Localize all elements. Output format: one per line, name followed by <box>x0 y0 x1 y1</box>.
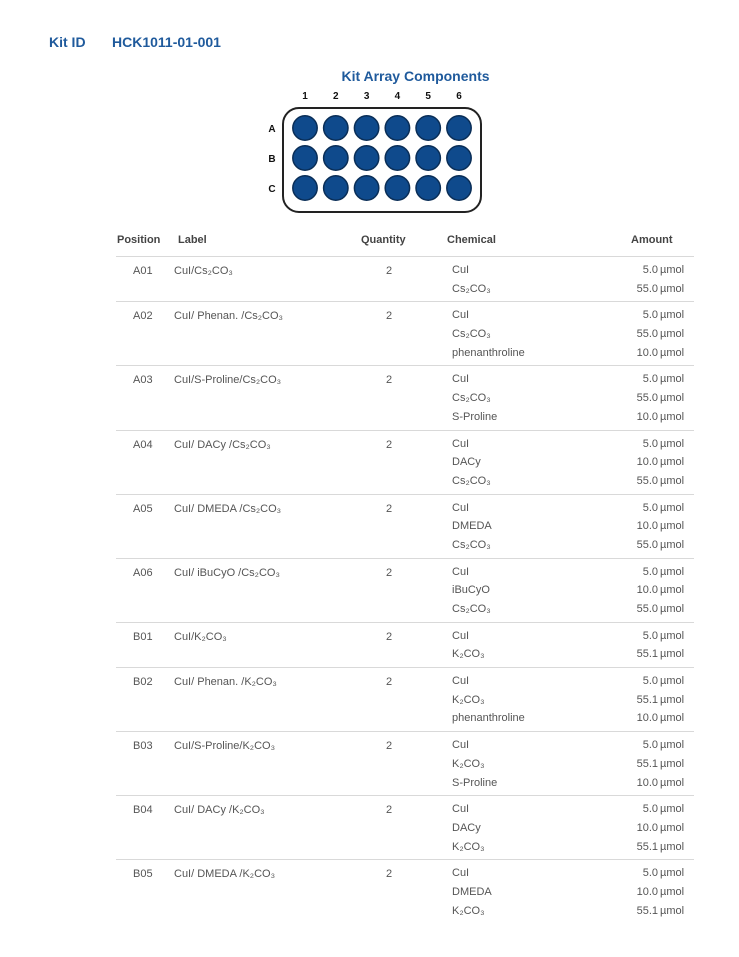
amount-unit: µmol <box>660 603 685 615</box>
chemical-name: CuI <box>452 501 470 514</box>
amount-unit: µmol <box>660 565 685 578</box>
kit-id-label: Kit ID <box>49 34 86 50</box>
chemical-amount: 55.1 <box>636 693 658 706</box>
table-row <box>116 859 694 923</box>
amount-unit: µmol <box>660 840 685 853</box>
amount-unit: µmol <box>660 821 685 834</box>
header-position: Position <box>117 234 161 246</box>
chemical-name: S-Proline <box>452 776 498 789</box>
column-label-1: 1 <box>302 91 308 102</box>
chemical-line <box>116 438 694 457</box>
chemical-line <box>116 520 694 539</box>
chemical-line <box>116 475 694 494</box>
row-label: CuI/ DMEDA /Cs₂CO₃ <box>174 502 282 515</box>
chemical-amount: 55.0 <box>636 328 658 341</box>
amount-unit: µmol <box>660 309 685 322</box>
row-label: CuI/S-Proline/Cs₂CO₃ <box>174 374 282 387</box>
chemical-name: CuI <box>452 373 470 386</box>
chemical-line <box>116 283 694 302</box>
well-C4[interactable] <box>385 176 409 200</box>
row-position: B05 <box>133 868 153 881</box>
chemical-name: Cs₂CO₃ <box>452 392 491 405</box>
row-label: CuI/ Phenan. /Cs₂CO₃ <box>174 310 284 323</box>
amount-unit: µmol <box>660 410 685 423</box>
chemical-line <box>116 603 694 622</box>
chemical-name: CuI <box>452 739 470 752</box>
well-A5[interactable] <box>416 116 440 140</box>
chemical-name: DACy <box>452 456 481 469</box>
row-label-C: C <box>268 184 276 195</box>
chemical-line <box>116 264 694 283</box>
chemical-list <box>116 257 694 301</box>
chemical-list <box>116 495 694 558</box>
chemical-amount: 55.0 <box>636 538 658 551</box>
chemical-line <box>116 309 694 328</box>
table-row <box>116 795 694 859</box>
chemical-amount: 55.1 <box>636 904 658 917</box>
chemical-line <box>116 630 694 649</box>
well-C5[interactable] <box>416 176 440 200</box>
amount-unit: µmol <box>660 346 685 359</box>
amount-unit: µmol <box>660 437 685 450</box>
chemical-amount: 55.0 <box>636 392 658 405</box>
chemical-amount: 10.0 <box>636 885 658 898</box>
chemical-line <box>116 456 694 475</box>
chemical-name: Cs₂CO₃ <box>452 282 491 295</box>
well-C6[interactable] <box>447 176 471 200</box>
header-amount: Amount <box>631 234 673 246</box>
chemical-line <box>116 822 694 841</box>
chemical-line <box>116 392 694 411</box>
kit-id-value: HCK1011-01-001 <box>112 34 221 50</box>
chemical-list <box>116 668 694 731</box>
chemical-line <box>116 328 694 347</box>
chemical-name: phenanthroline <box>452 346 525 359</box>
amount-unit: µmol <box>660 776 685 789</box>
amount-unit: µmol <box>660 282 685 295</box>
chemical-name: phenanthroline <box>452 712 525 725</box>
row-label-A: A <box>268 124 276 135</box>
well-B2[interactable] <box>324 146 348 170</box>
chemical-amount: 10.0 <box>636 712 658 725</box>
amount-unit: µmol <box>660 474 685 487</box>
well-A4[interactable] <box>385 116 409 140</box>
amount-unit: µmol <box>660 803 685 816</box>
table-row <box>116 667 694 731</box>
chemical-name: CuI <box>452 675 470 688</box>
chemical-amount: 10.0 <box>636 776 658 789</box>
table-row <box>116 430 694 494</box>
chemical-amount: 10.0 <box>636 584 658 597</box>
chemical-amount: 10.0 <box>636 456 658 469</box>
row-position: B03 <box>133 740 153 753</box>
array-title: Kit Array Components <box>341 68 490 84</box>
column-label-2: 2 <box>333 91 339 102</box>
amount-unit: µmol <box>660 648 685 661</box>
row-quantity: 2 <box>386 374 393 387</box>
table-row <box>116 558 694 622</box>
amount-unit: µmol <box>660 757 685 770</box>
amount-unit: µmol <box>660 584 685 597</box>
row-position: A04 <box>133 438 153 451</box>
row-quantity: 2 <box>386 502 393 515</box>
amount-unit: µmol <box>660 264 685 276</box>
amount-unit: µmol <box>660 501 685 514</box>
chemical-line <box>116 566 694 585</box>
chemical-amount: 55.0 <box>636 282 658 295</box>
row-quantity: 2 <box>386 804 393 817</box>
table-row <box>116 256 694 301</box>
row-label: CuI/K₂CO₃ <box>174 630 227 643</box>
column-label-3: 3 <box>363 91 370 102</box>
chemical-name: iBuCyO <box>452 584 490 597</box>
components-table <box>116 256 694 923</box>
well-B1[interactable] <box>293 146 317 170</box>
row-position: A03 <box>133 374 153 387</box>
row-quantity: 2 <box>386 265 393 277</box>
chemical-list <box>116 623 694 667</box>
chemical-amount: 5.0 <box>642 675 658 688</box>
row-quantity: 2 <box>386 676 393 689</box>
chemical-amount: 5.0 <box>642 803 658 816</box>
chemical-name: CuI <box>452 437 470 450</box>
amount-unit: µmol <box>660 739 685 752</box>
chemical-name: Cs₂CO₃ <box>452 538 491 551</box>
row-label-B: B <box>268 154 276 165</box>
kit-id <box>49 34 221 50</box>
row-quantity: 2 <box>386 630 393 643</box>
chemical-amount: 10.0 <box>636 520 658 533</box>
chemical-list <box>116 431 694 494</box>
amount-unit: µmol <box>660 712 685 725</box>
chemical-name: CuI <box>452 867 470 880</box>
chemical-name: K₂CO₃ <box>452 693 485 706</box>
amount-unit: µmol <box>660 693 685 706</box>
header-chemical: Chemical <box>447 234 496 246</box>
table-row <box>116 365 694 429</box>
chemical-amount: 5.0 <box>642 264 658 276</box>
chemical-amount: 55.0 <box>636 603 658 615</box>
row-position: B01 <box>133 630 153 643</box>
column-label-6: 6 <box>456 91 462 102</box>
row-position: B02 <box>133 676 153 689</box>
chemical-name: K₂CO₃ <box>452 648 485 661</box>
chemical-line <box>116 712 694 731</box>
amount-unit: µmol <box>660 538 685 551</box>
amount-unit: µmol <box>660 520 685 533</box>
chemical-name: CuI <box>452 264 470 276</box>
table-row <box>116 622 694 667</box>
chemical-amount: 5.0 <box>642 565 658 578</box>
table-row <box>116 731 694 795</box>
chemical-amount: 10.0 <box>636 346 658 359</box>
well-B3[interactable] <box>354 146 378 170</box>
row-position: A01 <box>133 265 153 277</box>
table-row <box>116 494 694 558</box>
well-A2[interactable] <box>324 116 348 140</box>
row-label: CuI/ Phenan. /K₂CO₃ <box>174 676 277 689</box>
row-quantity: 2 <box>386 868 393 881</box>
chemical-list <box>116 302 694 365</box>
chemical-amount: 10.0 <box>636 410 658 423</box>
chemical-line <box>116 502 694 521</box>
chemical-name: Cs₂CO₃ <box>452 474 491 487</box>
well-A6[interactable] <box>447 116 471 140</box>
chemical-amount: 5.0 <box>642 309 658 322</box>
chemical-name: CuI <box>452 565 470 578</box>
row-label: CuI/Cs₂CO₃ <box>174 265 233 277</box>
table-row <box>116 301 694 365</box>
chemical-line <box>116 803 694 822</box>
row-label: CuI/ iBuCyO /Cs₂CO₃ <box>174 566 280 579</box>
amount-unit: µmol <box>660 885 685 898</box>
amount-unit: µmol <box>660 456 685 469</box>
chemical-line <box>116 584 694 603</box>
amount-unit: µmol <box>660 328 685 341</box>
chemical-name: CuI <box>452 309 470 322</box>
row-position: A06 <box>133 566 153 579</box>
row-label: CuI/ DMEDA /K₂CO₃ <box>174 868 276 881</box>
column-label-5: 5 <box>425 91 431 102</box>
row-position: A05 <box>133 502 153 515</box>
row-label: CuI/ DACy /K₂CO₃ <box>174 804 265 817</box>
chemical-list <box>116 732 694 795</box>
well-B6[interactable] <box>447 146 471 170</box>
chemical-list <box>116 366 694 429</box>
chemical-line <box>116 905 694 924</box>
chemical-line <box>116 347 694 366</box>
chemical-amount: 55.1 <box>636 840 658 853</box>
row-position: A02 <box>133 310 153 323</box>
chemical-amount: 5.0 <box>642 867 658 880</box>
row-label: CuI/ DACy /Cs₂CO₃ <box>174 438 271 451</box>
chemical-line <box>116 739 694 758</box>
amount-unit: µmol <box>660 904 685 917</box>
well-B4[interactable] <box>385 146 409 170</box>
chemical-name: K₂CO₃ <box>452 840 485 853</box>
amount-unit: µmol <box>660 867 685 880</box>
chemical-name: DMEDA <box>452 885 492 898</box>
chemical-line <box>116 758 694 777</box>
chemical-line <box>116 694 694 713</box>
chemical-line <box>116 777 694 796</box>
chemical-name: DACy <box>452 821 481 834</box>
amount-unit: µmol <box>660 373 685 386</box>
well-A3[interactable] <box>354 116 378 140</box>
chemical-list <box>116 860 694 923</box>
chemical-amount: 5.0 <box>642 739 658 752</box>
chemical-amount: 5.0 <box>642 437 658 450</box>
row-quantity: 2 <box>386 438 393 451</box>
chemical-line <box>116 411 694 430</box>
chemical-name: Cs₂CO₃ <box>452 603 491 615</box>
chemical-amount: 5.0 <box>642 629 658 642</box>
chemical-amount: 10.0 <box>636 821 658 834</box>
chemical-line <box>116 886 694 905</box>
chemical-line <box>116 675 694 694</box>
well-B5[interactable] <box>416 146 440 170</box>
chemical-amount: 55.1 <box>636 648 658 661</box>
chemical-amount: 55.1 <box>636 757 658 770</box>
chemical-line <box>116 648 694 667</box>
well-C3[interactable] <box>354 176 378 200</box>
chemical-name: CuI <box>452 803 470 816</box>
chemical-name: CuI <box>452 629 470 642</box>
chemical-amount: 5.0 <box>642 373 658 386</box>
amount-unit: µmol <box>660 675 685 688</box>
kit-array-plate <box>260 86 500 218</box>
row-quantity: 2 <box>386 310 393 323</box>
chemical-name: S-Proline <box>452 410 498 423</box>
header-quantity: Quantity <box>361 234 406 246</box>
row-label: CuI/S-Proline/K₂CO₃ <box>174 740 276 753</box>
column-label-4: 4 <box>394 91 401 102</box>
well-C1[interactable] <box>293 176 317 200</box>
chemical-list <box>116 796 694 859</box>
chemical-line <box>116 867 694 886</box>
chemical-name: DMEDA <box>452 520 492 533</box>
chemical-line <box>116 539 694 558</box>
row-quantity: 2 <box>386 740 393 753</box>
amount-unit: µmol <box>660 629 685 642</box>
chemical-list <box>116 559 694 622</box>
chemical-line <box>116 373 694 392</box>
chemical-name: Cs₂CO₃ <box>452 328 491 341</box>
well-C2[interactable] <box>324 176 348 200</box>
chemical-name: K₂CO₃ <box>452 904 485 917</box>
chemical-amount: 55.0 <box>636 474 658 487</box>
row-quantity: 2 <box>386 566 393 579</box>
header-label: Label <box>178 234 207 246</box>
amount-unit: µmol <box>660 392 685 405</box>
chemical-line <box>116 841 694 860</box>
well-A1[interactable] <box>293 116 317 140</box>
chemical-amount: 5.0 <box>642 501 658 514</box>
row-position: B04 <box>133 804 153 817</box>
chemical-name: K₂CO₃ <box>452 757 485 770</box>
